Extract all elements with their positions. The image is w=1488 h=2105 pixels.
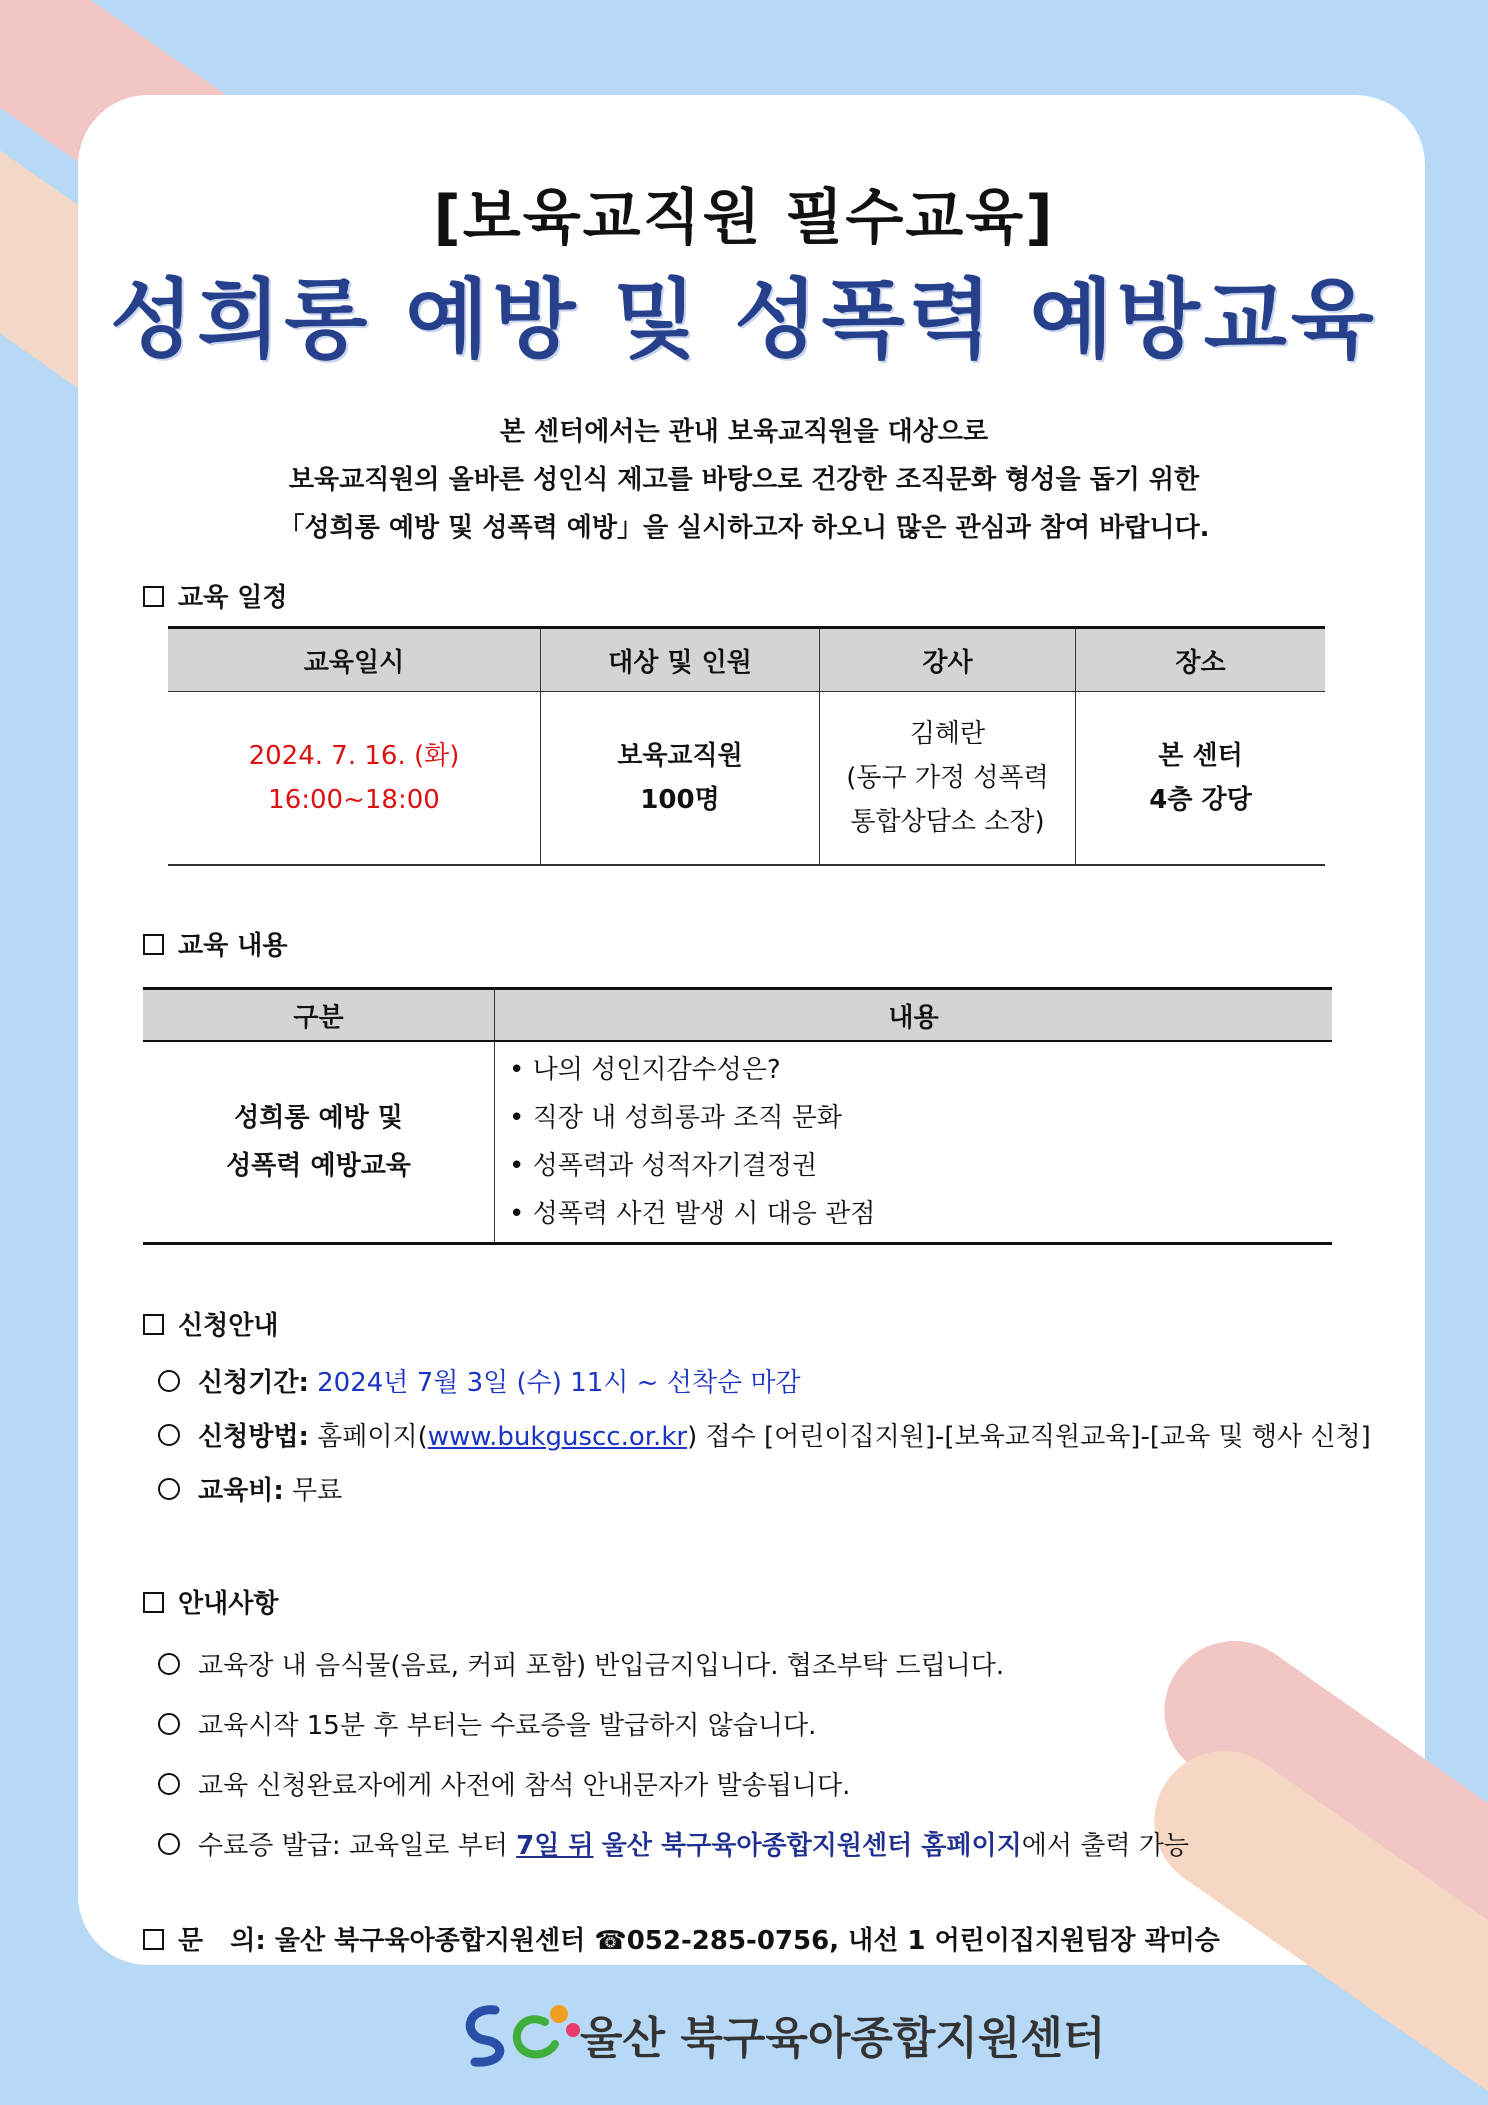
footer-logo — [455, 1992, 1106, 2072]
intro-text — [0, 408, 1488, 552]
apply-period: 신청기간: 2024년 7월 3일 (수) 11시 ~ 선착순 마감 — [158, 1362, 801, 1399]
table-header: 장소 — [1076, 628, 1326, 692]
section-heading-content: 교육 내용 — [143, 925, 288, 962]
schedule-target: 보육교직원 100명 — [541, 692, 820, 866]
intro-line: 보육교직원의 올바른 성인식 제고를 바탕으로 건강한 조직문화 형성을 돕기 위한 — [288, 465, 1200, 495]
content-table — [143, 987, 1332, 1245]
footer-center-name: 울산 북구육아종합지원센터 — [580, 2013, 1106, 2064]
schedule-instructor: 김혜란 (동구 가정 성폭력 통합상담소 소장) — [820, 692, 1076, 866]
circle-bullet-icon — [158, 1713, 180, 1735]
list-item: • 나의 성인지감수성은? — [509, 1055, 781, 1085]
apply-fee: 교육비: 무료 — [158, 1470, 342, 1507]
section-heading-notice: 안내사항 — [143, 1583, 278, 1620]
square-bullet-icon — [143, 1592, 164, 1613]
circle-bullet-icon — [158, 1833, 180, 1855]
main-title: 성희롱 예방 및 성폭력 예방교육 — [110, 270, 1378, 370]
table-header: 교육일시 — [168, 628, 541, 692]
notice-item-certificate: 수료증 발급: 교육일로 부터 7일 뒤 울산 북구육아종합지원센터 홈페이지에서 출력 가능 — [158, 1825, 1189, 1862]
circle-bullet-icon — [158, 1370, 180, 1392]
content-category: 성희롱 예방 및 성폭력 예방교육 — [143, 1041, 495, 1244]
section-heading-apply: 신청안내 — [143, 1305, 278, 1342]
list-item: • 직장 내 성희롱과 조직 문화 — [509, 1103, 842, 1133]
center-logo-icon — [455, 1992, 585, 2072]
circle-bullet-icon — [158, 1773, 180, 1795]
contact-info: 문 의: 울산 북구육아종합지원센터 ☎052-285-0756, 내선 1 어린이집지원팀장 곽미승 — [143, 1920, 1220, 1957]
list-item: • 성폭력과 성적자기결정권 — [509, 1151, 818, 1181]
schedule-datetime: 2024. 7. 16. (화) 16:00~18:00 — [168, 692, 541, 866]
title-category: [보육교직원 필수교육] — [433, 183, 1055, 253]
section-heading-schedule: 교육 일정 — [143, 577, 288, 614]
table-header: 구분 — [143, 989, 495, 1042]
apply-method: 신청방법: 홈페이지(www.bukguscc.or.kr) 접수 [어린이집지원]-[보육교직원교육]-[교육 및 행사 신청] — [158, 1416, 1371, 1453]
circle-bullet-icon — [158, 1478, 180, 1500]
schedule-table — [168, 626, 1325, 866]
square-bullet-icon — [143, 934, 164, 955]
circle-bullet-icon — [158, 1424, 180, 1446]
notice-item: 교육장 내 음식물(음료, 커피 포함) 반입금지입니다. 협조부탁 드립니다. — [158, 1645, 1004, 1682]
square-bullet-icon — [143, 1314, 164, 1335]
homepage-link[interactable]: www.bukguscc.or.kr — [427, 1422, 688, 1452]
intro-line: 「성희롱 예방 및 성폭력 예방」을 실시하고자 하오니 많은 관심과 참여 바랍니다. — [278, 513, 1210, 543]
square-bullet-icon — [143, 1929, 164, 1950]
notice-item: 교육 신청완료자에게 사전에 참석 안내문자가 발송됩니다. — [158, 1765, 850, 1802]
table-header: 강사 — [820, 628, 1076, 692]
intro-line: 본 센터에서는 관내 보육교직원을 대상으로 — [499, 417, 989, 447]
square-bullet-icon — [143, 586, 164, 607]
circle-bullet-icon — [158, 1653, 180, 1675]
notice-item: 교육시작 15분 후 부터는 수료증을 발급하지 않습니다. — [158, 1705, 816, 1742]
content-list — [495, 1041, 1333, 1244]
table-header: 대상 및 인원 — [541, 628, 820, 692]
table-header: 내용 — [495, 989, 1333, 1042]
list-item: • 성폭력 사건 발생 시 대응 관점 — [509, 1199, 876, 1229]
schedule-place: 본 센터 4층 강당 — [1076, 692, 1326, 866]
